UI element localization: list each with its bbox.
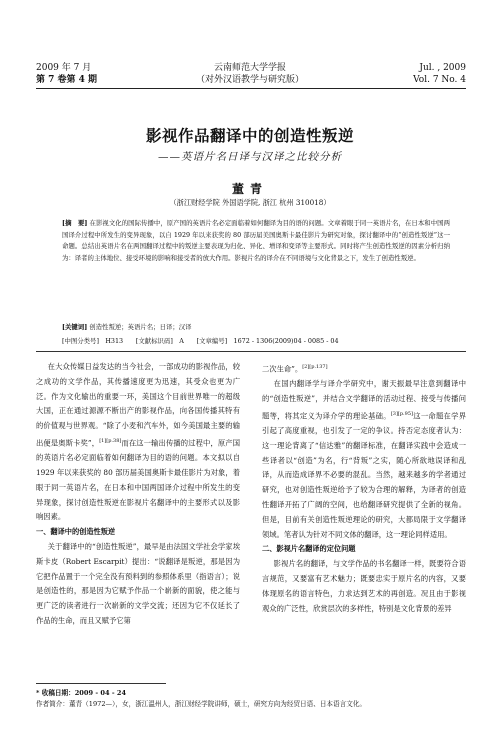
header-rule [36,88,466,89]
abstract-text: 在影视文化的国际传播中，原产国的英语片名必定面临着如何翻译为目的语的问题。文章着眼于同一英语片名，在日本和中国两国译介过程中所发生的变异现象，以自 1929 年以来获奖的 80 部历届美国奥斯卡最佳影片为研究对象，探讨翻译中的“创造性叛逆”这一命题。总结出英语片名在两国翻译过程中的叛逆主要表现为归化、异化、增译和变译等主要形式。同时将产生创造性叛逆的因素分析归纳为：译者的主体地位、接受环境的影响和接受者的放大作用。影视片名的译介在不同语境与文化背景之下，发生了创造性叛逆。 [62,219,450,262]
section2-paragraph: 影视片名的翻译，与文学作品的书名翻译一样，既要符合语言规范，又要富有艺术魅力；既要忠实于原片名的内容，又要体现原名的语言特色，力求达到艺术的再创造。况且由于影视观众的广泛性，欣赏层次的多样性，特别是文化背景的差异 [262,559,466,613]
footnote-rule [36,683,166,684]
abstract [62,218,450,264]
citation-3: [3][p.95] [390,410,413,417]
header-journal [150,62,350,86]
keywords-label: [关键词] [62,323,88,331]
classification-meta: [中图分类号] H313 [文献标识码] A [文章编号] 1672 - 1306(2009)04 - 0085 - 04 [62,337,339,345]
article-subtitle: ——英语片名日译与汉译之比较分析 [158,151,342,163]
header-date-en [360,62,466,86]
intro-paragraph-2: 而在这一输出传播的过程中，原产国的英语片名必定面临着如何翻译为目的语的问题。本文拟以自 1929 年以来获奖的 80 部历届美国奥斯卡最佳影片为对象，着眼于同一英语片名，在日本和中国两国译介过程中所发生的变异现象，探讨创造性叛逆在影视片名翻译中的主要形式以及影响因素。 [36,438,240,522]
footnote [36,688,466,710]
journal-edition: （对外汉语教学与研究版） [195,75,304,85]
header-date [36,62,97,86]
research-paragraph-2: 这一命题在学界引起了高度重视，也引发了一定的争议。持否定态度者认为：这一理论背离了“信达雅”的翻译标准，在翻译实践中会造成一些译者以“创造”为名，行“背叛”之实，随心所欲地误译和乱译，从而造成译界不必要的混乱。当然，越来越多的学者通过研究，也对创造性叛逆给予了较为合理的解释，为译者的创造性翻译开拓了广阔的空间，也给翻译研究提供了全新的视角。但是，目前有关创造性叛逆理论的研究，大都局限于文学翻译领域。笔者认为针对不同文体的翻译，这一理论同样适用。 [262,411,467,539]
received-date: * 收稿日期：2009 - 04 - 24 [36,689,127,697]
section1-paragraph: 关于翻译中的“创造性叛逆”，最早是由法国文学社会学家埃斯卡皮（Robert Escarpit）提出：“说翻译是叛逆，那是因为它把作品置于一个完全没有预料到的参照体系里（指语言）；说是创造性的，那是因为它赋予作品一个崭新的面貌，使之能与更广泛的读者进行一次崭新的文学交流；还因为它不仅延长了作品的生命，而且又赋予它第 [36,541,240,625]
research-paragraph-1: 在国内翻译学与译介学研究中，谢天振最早注意到翻译中的“创造性叛逆”，并结合文学翻译的活动过程、接受与传播问题等，将其定义为译介学的理论基础。 [262,379,466,421]
header-month-en: Jul. , 2009 [419,63,466,73]
header-year-month: 2009 年 7 月 [36,63,92,73]
section-heading-2: 二、影视片名翻译的定位问题 [262,544,356,554]
left-column [36,360,240,629]
article-title: 影视作品翻译中的创造性叛逆 [145,127,354,145]
journal-name: 云南师范大学学报 [213,63,286,73]
keywords-text: 创造性叛逆；英语片名；日译；汉译 [89,323,192,331]
header-volume-issue: 第 7 卷第 4 期 [36,75,98,85]
section-heading-1: 一、翻译中的创造性叛逆 [36,527,116,537]
author-name: 董青 [231,182,268,196]
intro-paragraph-1: 在大众传媒日益发达的当今社会，一部成功的影视作品，较之成功的文学作品，其传播速度更为迅速，其受众也更为广泛。作为文化输出的重要一环，美国这个目前世界唯一的超级大国，正在通过源源不断出产的影视作品，向各国传播其特有的价值观与世界观。“除了小麦和汽车外，如今美国最主要的输出便是奥斯卡奖”， [36,362,240,448]
keywords [62,322,450,334]
right-column [262,360,466,616]
citation-2: [2][p.137] [302,364,328,370]
author-bio: 作者简介：董青（1972—），女，浙江温州人，浙江财经学院讲师，硕士，研究方向为经贸日语、日本语言文化。 [36,700,366,708]
citation-1: [1][p.38] [99,437,122,444]
header-volume-en: Vol. 7 No. 4 [413,75,466,85]
continued-text: 二次生命”。 [262,364,303,374]
abstract-rule [36,351,466,352]
abstract-label: [摘 要] [62,219,88,227]
author-affiliation: （浙江财经学院 外国语学院, 浙江 杭州 310018） [169,198,331,207]
